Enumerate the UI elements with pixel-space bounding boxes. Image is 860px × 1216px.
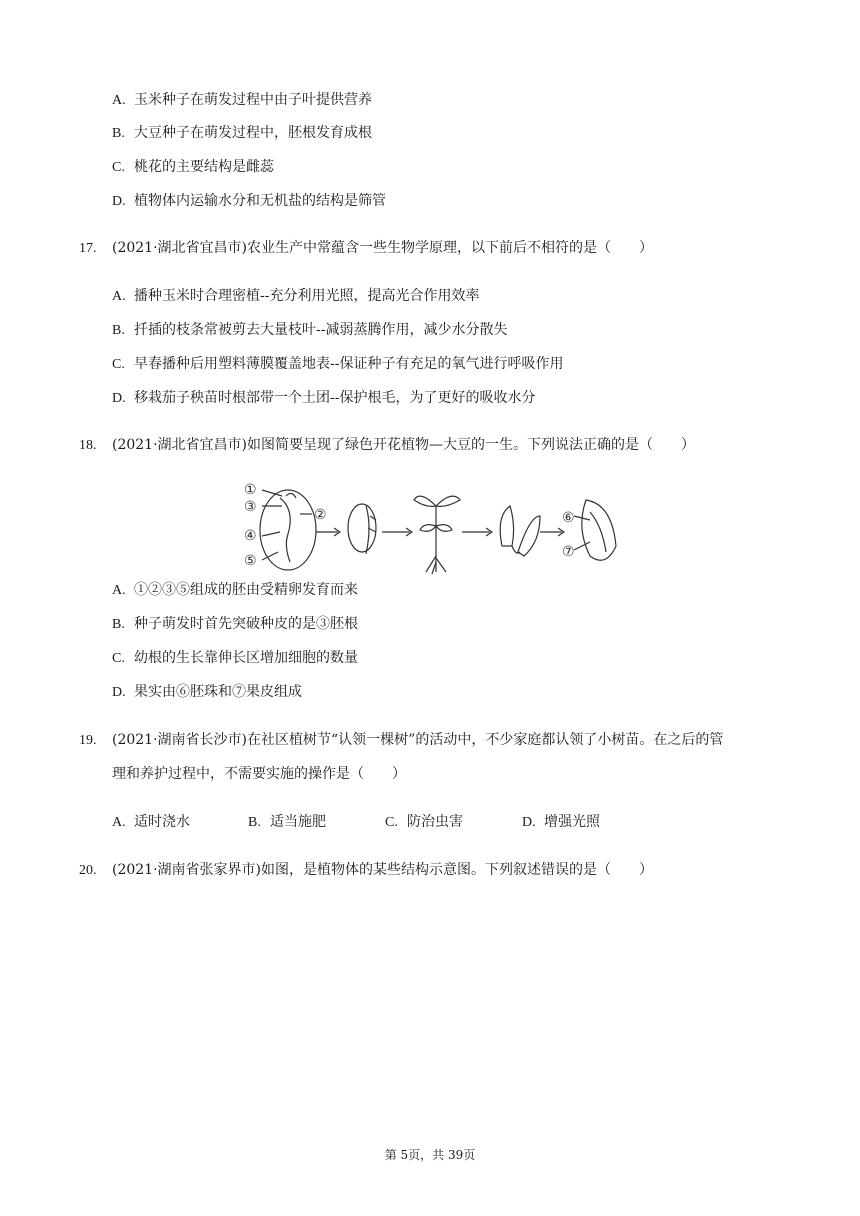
germinating-seed-shape [348, 504, 376, 552]
option-label: D. [522, 815, 536, 830]
option-text: ①②③⑤组成的胚由受精卵发育而来 [134, 582, 358, 598]
q19-stem-line-2 [112, 764, 406, 784]
figure-label-3: ③ [244, 499, 257, 515]
option-label: A. [112, 583, 126, 598]
plumule-shape [286, 493, 296, 498]
page-footer: 第 5页，共 39页 [384, 1148, 476, 1162]
option-text: 果实由⑥胚珠和⑦果皮组成 [134, 684, 302, 700]
q17-option-d [112, 388, 535, 409]
q18-stem [79, 435, 695, 456]
option-label: D. [112, 391, 126, 406]
q16-option-c [112, 157, 274, 178]
option-label: C. [112, 160, 125, 175]
option-text: 种子萌发时首先突破种皮的是③胚根 [134, 616, 358, 632]
figure-label-6: ⑥ [562, 510, 575, 526]
option-label: A. [112, 289, 126, 304]
seedling-leaf-right [436, 496, 460, 506]
option-text: 桃花的主要结构是雌蕊 [134, 159, 274, 175]
q19-stem-line-1 [79, 730, 723, 751]
q17-option-b [112, 320, 507, 341]
option-label: A. [112, 815, 126, 830]
option-label: B. [112, 323, 125, 338]
option-label: C. [385, 815, 398, 830]
question-text: (2021·湖北省宜昌市)农业生产中常蕴含一些生物学原理，以下前后不相符的是（ ） [112, 240, 654, 256]
embryo-line [280, 498, 290, 562]
question-text: (2021·湖北省宜昌市)如图简要呈现了绿色开花植物—大豆的一生。下列说法正确的是（ ） [112, 437, 696, 453]
q19-option-c [385, 812, 463, 833]
q18-option-a [112, 580, 358, 601]
q18-option-b [112, 614, 358, 635]
option-text: 移栽茄子秧苗时根部带一个土团--保护根毛，为了更好的吸收水分 [134, 390, 536, 406]
leader-line-1 [262, 490, 282, 496]
q19-option-b [248, 812, 326, 833]
option-label: C. [112, 357, 125, 372]
question-number: 20. [79, 863, 97, 878]
option-text: 玉米种子在萌发过程中由子叶提供营养 [134, 92, 372, 108]
q17-option-c [112, 354, 563, 375]
figure-label-5: ⑤ [244, 553, 257, 569]
soybean-life-cycle-figure [240, 476, 620, 576]
option-text: 播种玉米时合理密植--充分利用光照，提高光合作用效率 [134, 288, 480, 304]
q16-option-b [112, 123, 372, 144]
option-text: 幼根的生长靠伸长区增加细胞的数量 [134, 650, 358, 666]
question-number: 18. [79, 438, 97, 453]
option-label: D. [112, 685, 126, 700]
q17-option-a [112, 286, 479, 307]
q18-option-d [112, 682, 302, 703]
figure-label-2: ② [314, 507, 327, 523]
option-label: B. [112, 126, 125, 141]
option-label: D. [112, 194, 126, 209]
option-label: B. [248, 815, 261, 830]
question-text: (2021·湖南省张家界市)如图，是植物体的某些结构示意图。下列叙述错误的是（ ） [112, 862, 654, 878]
q18-option-c [112, 648, 358, 669]
leader-line-4 [262, 532, 280, 536]
option-label: C. [112, 651, 125, 666]
q16-option-a [112, 90, 372, 111]
option-text: 扦插的枝条常被剪去大量枝叶--减弱蒸腾作用，减少水分散失 [134, 322, 508, 338]
seedling-leaf-left [414, 496, 436, 506]
option-text: 防治虫害 [407, 814, 463, 830]
option-text: 适当施肥 [270, 814, 326, 830]
option-label: B. [112, 617, 125, 632]
seed-shape [260, 490, 316, 570]
figure-label-1: ① [244, 482, 257, 498]
option-text: 适时浇水 [134, 814, 190, 830]
option-text: 早春播种后用塑料薄膜覆盖地表--保证种子有充足的氧气进行呼吸作用 [134, 356, 564, 372]
figure-label-4: ④ [244, 528, 257, 544]
q20-stem [79, 860, 653, 881]
pod-shape [582, 500, 616, 560]
option-label: A. [112, 93, 126, 108]
q17-stem [79, 238, 653, 259]
leader-line-5 [262, 552, 278, 560]
flower-petal-left [500, 506, 513, 546]
option-text: 增强光照 [544, 814, 600, 830]
option-text: 大豆种子在萌发过程中，胚根发育成根 [134, 125, 372, 141]
question-number: 17. [79, 241, 97, 256]
option-text: 植物体内运输水分和无机盐的结构是筛管 [134, 193, 386, 209]
q19-option-d [522, 812, 600, 833]
q19-option-a [112, 812, 190, 833]
q16-option-d [112, 191, 386, 212]
question-text: 理和养护过程中，不需要实施的操作是（ ） [112, 766, 406, 782]
figure-label-7: ⑦ [562, 544, 575, 560]
question-text: (2021·湖南省长沙市)在社区植树节“认领一棵树”的活动中，不少家庭都认领了小树苗。在之后的管 [112, 732, 724, 748]
pod-seam [590, 512, 606, 552]
question-number: 19. [79, 733, 97, 748]
flower-petal-right [518, 516, 540, 556]
leader-line-7 [574, 542, 590, 550]
